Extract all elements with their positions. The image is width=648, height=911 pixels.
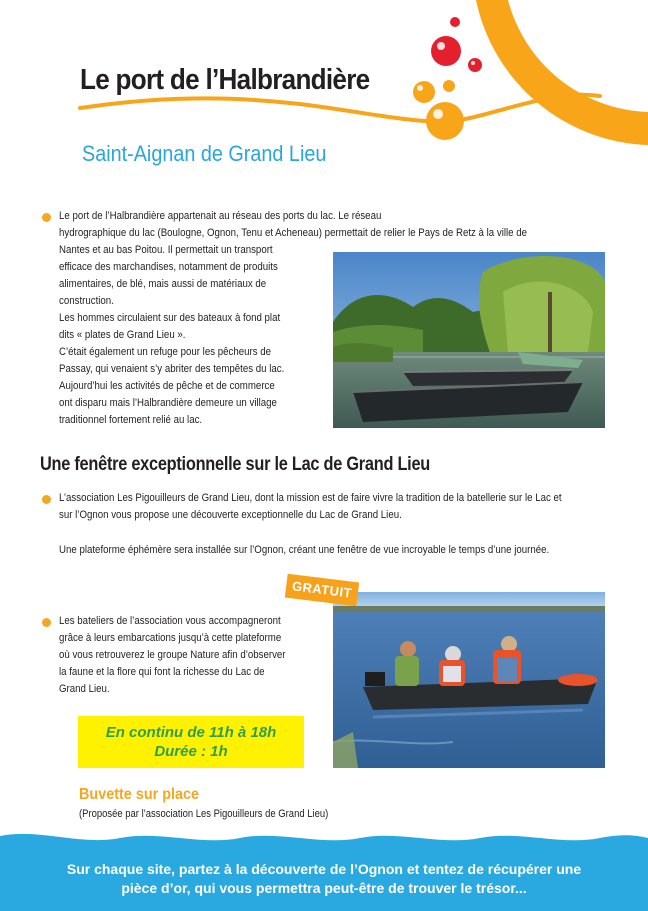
page-title: Le port de l’Halbrandière <box>80 64 370 96</box>
free-badge: GRATUIT <box>285 574 359 607</box>
bullet-icon <box>42 618 51 627</box>
orange-bubble <box>413 81 435 103</box>
paragraph-line: Grand Lieu. <box>59 683 110 695</box>
orange-bubble <box>426 102 464 140</box>
schedule-box <box>78 716 304 768</box>
buvette-title: Buvette sur place <box>79 786 200 803</box>
footer-line-2: pièce d’or, qui vous permettra peut-être de trouver le trésor... <box>121 880 527 896</box>
schedule-duration: Durée : 1h <box>154 743 228 760</box>
paragraph-line: Une plateforme éphémère sera installée sur l’Ognon, créant une fenêtre de vue incroyable le temps d’une journée. <box>59 544 550 556</box>
bullet-icon <box>42 495 51 504</box>
paragraph-line: Passay, qui venaient s’y abriter des tempêtes du lac. <box>59 363 285 375</box>
bullet-icon <box>42 213 51 222</box>
paragraph-line: la faune et la flore qui font la richesse du Lac de <box>59 666 265 678</box>
schedule-hours: En continu de 11h à 18h <box>105 724 277 741</box>
page-subtitle: Saint-Aignan de Grand Lieu <box>82 141 327 166</box>
paragraph-line: dits « plates de Grand Lieu ». <box>59 329 186 341</box>
paragraph-line: sur l’Ognon vous propose une découverte exceptionnelle du Lac de Grand Lieu. <box>59 509 402 521</box>
paragraph-line: L’association Les Pigouilleurs de Grand Lieu, dont la mission est de faire vivre la tradition de la batellerie sur le Lac et <box>59 492 562 504</box>
red-bubble <box>431 36 461 66</box>
paragraph-line: alimentaires, de blé, mais aussi de matériaux de <box>59 278 267 290</box>
paragraph-line: Les bateliers de l’association vous accompagneront <box>59 615 281 627</box>
paragraph-line: Nantes et au bas Poitou. Il permettait un transport <box>59 244 273 256</box>
red-bubble <box>468 58 482 72</box>
orange-wave-line <box>80 95 600 122</box>
orange-bubble <box>443 80 455 92</box>
paragraph-line: où vous retrouverez le groupe Nature afin d’observer <box>59 649 286 661</box>
paragraph-line: Les hommes circulaient sur des bateaux à fond plat <box>59 312 281 324</box>
red-bubble <box>450 17 460 27</box>
paragraph-line: construction. <box>59 295 114 307</box>
boat-tour-photo <box>333 592 605 768</box>
paragraph-line: C’était également un refuge pour les pêcheurs de <box>59 346 272 358</box>
paragraph-line: grâce à leurs embarcations jusqu’à cette plateforme <box>59 632 282 644</box>
paragraph-line: traditionnel fortement relié au lac. <box>59 414 203 426</box>
paragraph-line: ont disparu mais l’Halbrandière demeure un village <box>59 397 277 409</box>
paragraph-line: Aujourd’hui les activités de pêche et de commerce <box>59 380 275 392</box>
section-heading: Une fenêtre exceptionnelle sur le Lac de Grand Lieu <box>40 454 431 475</box>
footer-line-1: Sur chaque site, partez à la découverte de l’Ognon et tentez de récupérer une <box>66 861 582 877</box>
paragraph-line: efficace des marchandises, notamment de produits <box>59 261 278 273</box>
orange-sun-arc <box>476 0 648 145</box>
paragraph-line: hydrographique du lac (Boulogne, Ognon, Tenu et Acheneau) permettait de relier le Pays de Retz à la ville de <box>59 227 527 239</box>
port-boats-photo <box>333 252 605 428</box>
buvette-note: (Proposée par l’association Les Pigouilleurs de Grand Lieu) <box>79 808 329 820</box>
paragraph-line: Le port de l’Halbrandière appartenait au réseau des ports du lac. Le réseau <box>59 210 382 222</box>
